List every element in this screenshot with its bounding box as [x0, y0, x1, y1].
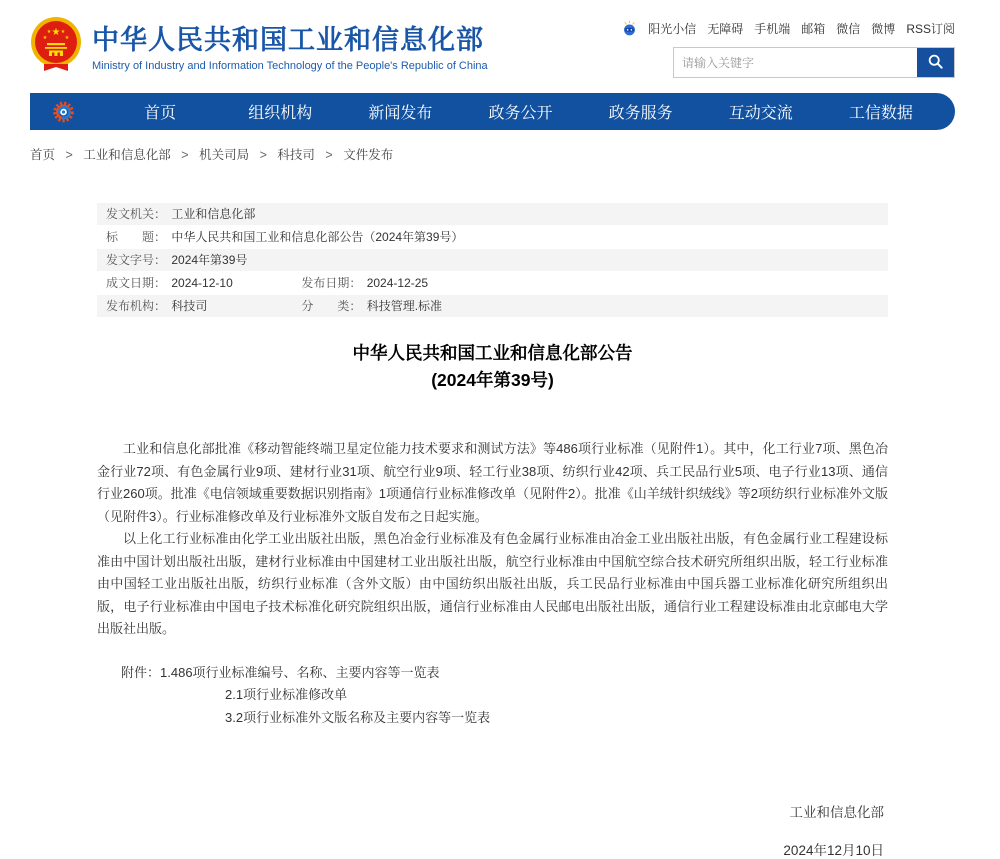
header-right: [648, 16, 955, 78]
document-title-line2: (2024年第39号): [431, 370, 554, 390]
nav-item-miit-data[interactable]: 工信数据: [848, 105, 913, 122]
attachment-item-2: [97, 684, 888, 707]
main-nav: [30, 93, 955, 130]
document-title-line1: 中华人民共和国工业和信息化部公告: [352, 343, 633, 363]
site-header: [30, 0, 955, 86]
signature-date: 2024年12月10日: [783, 843, 884, 858]
attachment-item-3: [97, 707, 888, 730]
paragraph-publishers: 以上化工行业标准由化学工业出版社出版，黑色冶金行业标准及有色金属行业标准由冶金工业出版社出版，有色金属行业工程建设标准由中国计划出版社出版，建材行业标准由中国建材工业出版社出版，航空行业标准由中国航空综合技术研究所组织出版，轻工行业标准由中国轻工业出版社出版，纺织行业标准（含外文版）由中国纺织出版社出版，兵工民品行业标准由中国兵器工业标准化研究所组织出版，电子行业标准由中国电子技术标准化研究院组织出版，通信行业标准由人民邮电出版社出版，通信行业工程建设标准由北京邮电大学出版社出版。: [97, 531, 888, 636]
nav-item-gov-disclosure[interactable]: 政务公开: [488, 105, 553, 122]
mascot-robot-icon[interactable]: [622, 20, 637, 37]
svg-text:★: ★: [60, 29, 66, 35]
national-emblem-icon: [30, 16, 82, 74]
search-input[interactable]: [674, 56, 917, 70]
document-body: [97, 438, 888, 641]
search-button[interactable]: [917, 48, 954, 77]
brand: [30, 16, 488, 74]
site-subtitle: Ministry of Industry and Information Technology of the People's Republic of China: [92, 60, 488, 72]
site-title: 中华人民共和国工业和信息化部: [92, 25, 484, 55]
breadcrumb-science-tech-dept[interactable]: 科技司: [277, 148, 315, 162]
quick-link-weibo[interactable]: 微博: [871, 22, 896, 36]
doc-meta-table: [97, 203, 888, 317]
search-icon: [927, 53, 944, 73]
breadcrumb-separator: >: [259, 148, 267, 162]
svg-text:★: ★: [42, 35, 48, 41]
attachments-list: [97, 662, 888, 730]
svg-text:★: ★: [64, 35, 70, 41]
meta-row-issuing-agency: 发文机关： 工业和信息化部: [97, 203, 888, 225]
breadcrumb-separator: >: [325, 148, 333, 162]
quick-link-accessibility[interactable]: 无障碍: [707, 22, 744, 36]
attachment-link-1[interactable]: 1.486项行业标准编号、名称、主要内容等一览表: [160, 664, 440, 680]
meta-row-title: 标 题： 中华人民共和国工业和信息化部公告（2024年第39号）: [106, 230, 464, 244]
breadcrumb-separator: >: [65, 148, 73, 162]
nav-item-organization[interactable]: 组织机构: [248, 105, 313, 122]
attachment-item-1: [97, 662, 888, 685]
page: [30, 0, 955, 859]
miit-gear-logo-icon: [30, 99, 100, 125]
document-title: [97, 340, 888, 394]
quick-link-mobile[interactable]: 手机端: [754, 22, 791, 36]
quick-link-sunshine-xiaoxin[interactable]: 阳光小信: [648, 22, 697, 36]
search-box: [673, 47, 955, 78]
quick-link-wechat[interactable]: 微信: [836, 22, 861, 36]
paragraph-approval: 工业和信息化部批准《移动智能终端卫星定位能力技术要求和测试方法》等486项行业标准（见附件1）。其中，化工行业7项、黑色冶金行业72项、有色金属行业9项、建材行业31项、航空行业9项、轻工行业38项、纺织行业42项、兵工民品行业5项、电子行业13项、通信行业260项。批准《电信领域重要数据识别指南》1项通信行业标准修改单（见附件2）。批准《山羊绒针织绒线》等2项纺织行业标准外文版（见附件3）。行业标准修改单及行业标准外文版自发布之日起实施。: [97, 441, 888, 524]
breadcrumb-document-release: 文件发布: [343, 148, 394, 162]
attachment-link-3[interactable]: 3.2项行业标准外文版名称及主要内容等一览表: [225, 709, 491, 725]
meta-row-publisher-category: 发布机构： 科技司 分 类： 科技管理.标准: [97, 295, 888, 317]
brand-text: [92, 18, 488, 72]
svg-text:★: ★: [51, 27, 61, 38]
attachment-link-2[interactable]: 2.1项行业标准修改单: [225, 687, 348, 702]
nav-item-news[interactable]: 新闻发布: [368, 105, 433, 122]
quick-links: [648, 20, 955, 37]
nav-item-home[interactable]: 首页: [144, 105, 177, 122]
signature-block: [97, 801, 888, 859]
nav-item-interaction[interactable]: 互动交流: [728, 105, 793, 122]
breadcrumb-miit[interactable]: 工业和信息化部: [83, 148, 171, 162]
quick-link-rss[interactable]: RSS订阅: [906, 22, 955, 36]
document-area: [97, 203, 888, 859]
breadcrumb-home[interactable]: 首页: [30, 148, 56, 162]
breadcrumb-separator: >: [181, 148, 189, 162]
svg-text:★: ★: [46, 29, 52, 35]
signature-agency: 工业和信息化部: [789, 805, 884, 820]
breadcrumb-departments[interactable]: 机关司局: [199, 148, 250, 162]
attachments-label: 附件：: [121, 664, 161, 680]
meta-row-dates: 成文日期： 2024-12-10 发布日期： 2024-12-25: [106, 276, 429, 290]
breadcrumb: [30, 145, 955, 163]
meta-row-doc-number: 发文字号： 2024年第39号: [97, 249, 888, 271]
nav-item-gov-services[interactable]: 政务服务: [608, 105, 673, 122]
quick-link-mail[interactable]: 邮箱: [801, 22, 826, 36]
